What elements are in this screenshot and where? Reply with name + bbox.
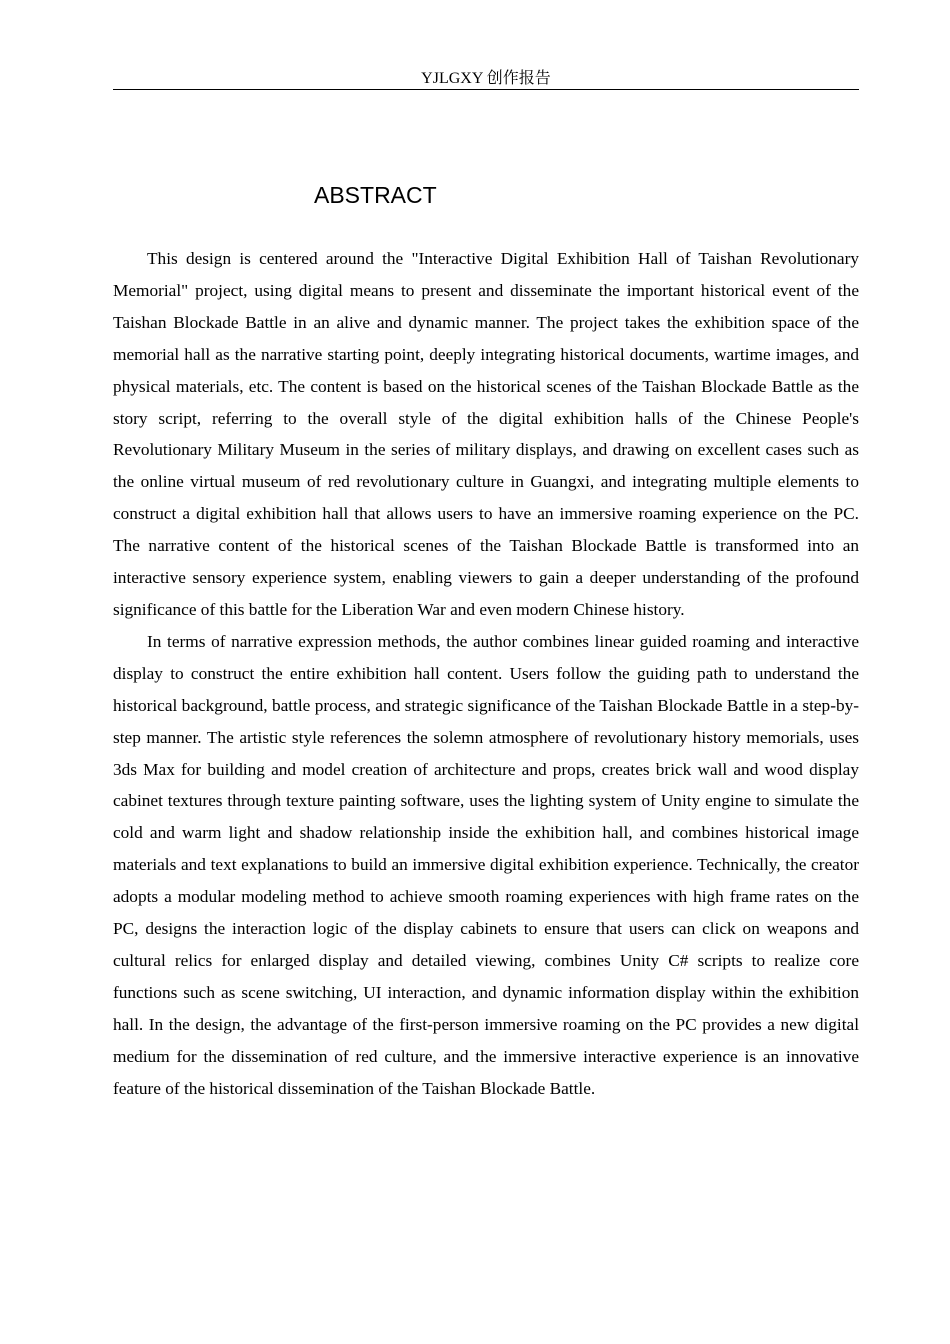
abstract-heading: ABSTRACT <box>314 182 437 208</box>
abstract-paragraph: In terms of narrative expression methods, the author combines linear guided roaming and interactive display to construct the entire exhibition hall content. Users follow the guiding path to understand the historical background, battle process, and strategic significance of the Taishan Blockade Battle in a step-by-step manner. The artistic style references the solemn atmosphere of revolutionary history memorials, uses 3ds Max for building and model creation of architecture and props, creates brick wall and wood display cabinet textures through texture painting software, uses the lighting system of Unity engine to simulate the cold and warm light and shadow relationship inside the exhibition hall, and combines historical image materials and text explanations to build an immersive digital exhibition experience. Technically, the creator adopts a modular modeling method to achieve smooth roaming experiences with high frame rates on the PC, designs the interaction logic of the display cabinets to ensure that users can click on weapons and cultural relics for enlarged display and detailed viewing, combines Unity C# scripts to realize core functions such as scene switching, UI interaction, and dynamic information display within the exhibition hall. In the design, the advantage of the first-person immersive roaming on the PC provides a new digital medium for the dissemination of red culture, and the immersive interactive experience is an innovative feature of the historical dissemination of the Taishan Blockade Battle. <box>113 631 859 1098</box>
abstract-paragraph: This design is centered around the "Interactive Digital Exhibition Hall of Taishan Revolutionary Memorial" project, using digital means to present and disseminate the important historical event of the Taishan Blockade Battle in an alive and dynamic manner. The project takes the exhibition space of the memorial hall as the narrative starting point, deeply integrating historical documents, wartime images, and physical materials, etc. The content is based on the historical scenes of the Taishan Blockade Battle as the story script, referring to the overall style of the digital exhibition halls of the Chinese People's Revolutionary Military Museum in the series of military displays, and drawing on excellent cases such as the online virtual museum of red revolutionary culture in Guangxi, and integrating multiple elements to construct a digital exhibition hall that allows users to have an immersive roaming experience on the PC. The narrative content of the historical scenes of the Taishan Blockade Battle is transformed into an interactive sensory experience system, enabling viewers to gain a deeper understanding of the profound significance of this battle for the Liberation War and even modern Chinese history. <box>113 249 859 619</box>
abstract-body <box>113 243 859 1104</box>
header-rule <box>113 89 859 90</box>
running-header: YJLGXY 创作报告 <box>421 70 551 87</box>
